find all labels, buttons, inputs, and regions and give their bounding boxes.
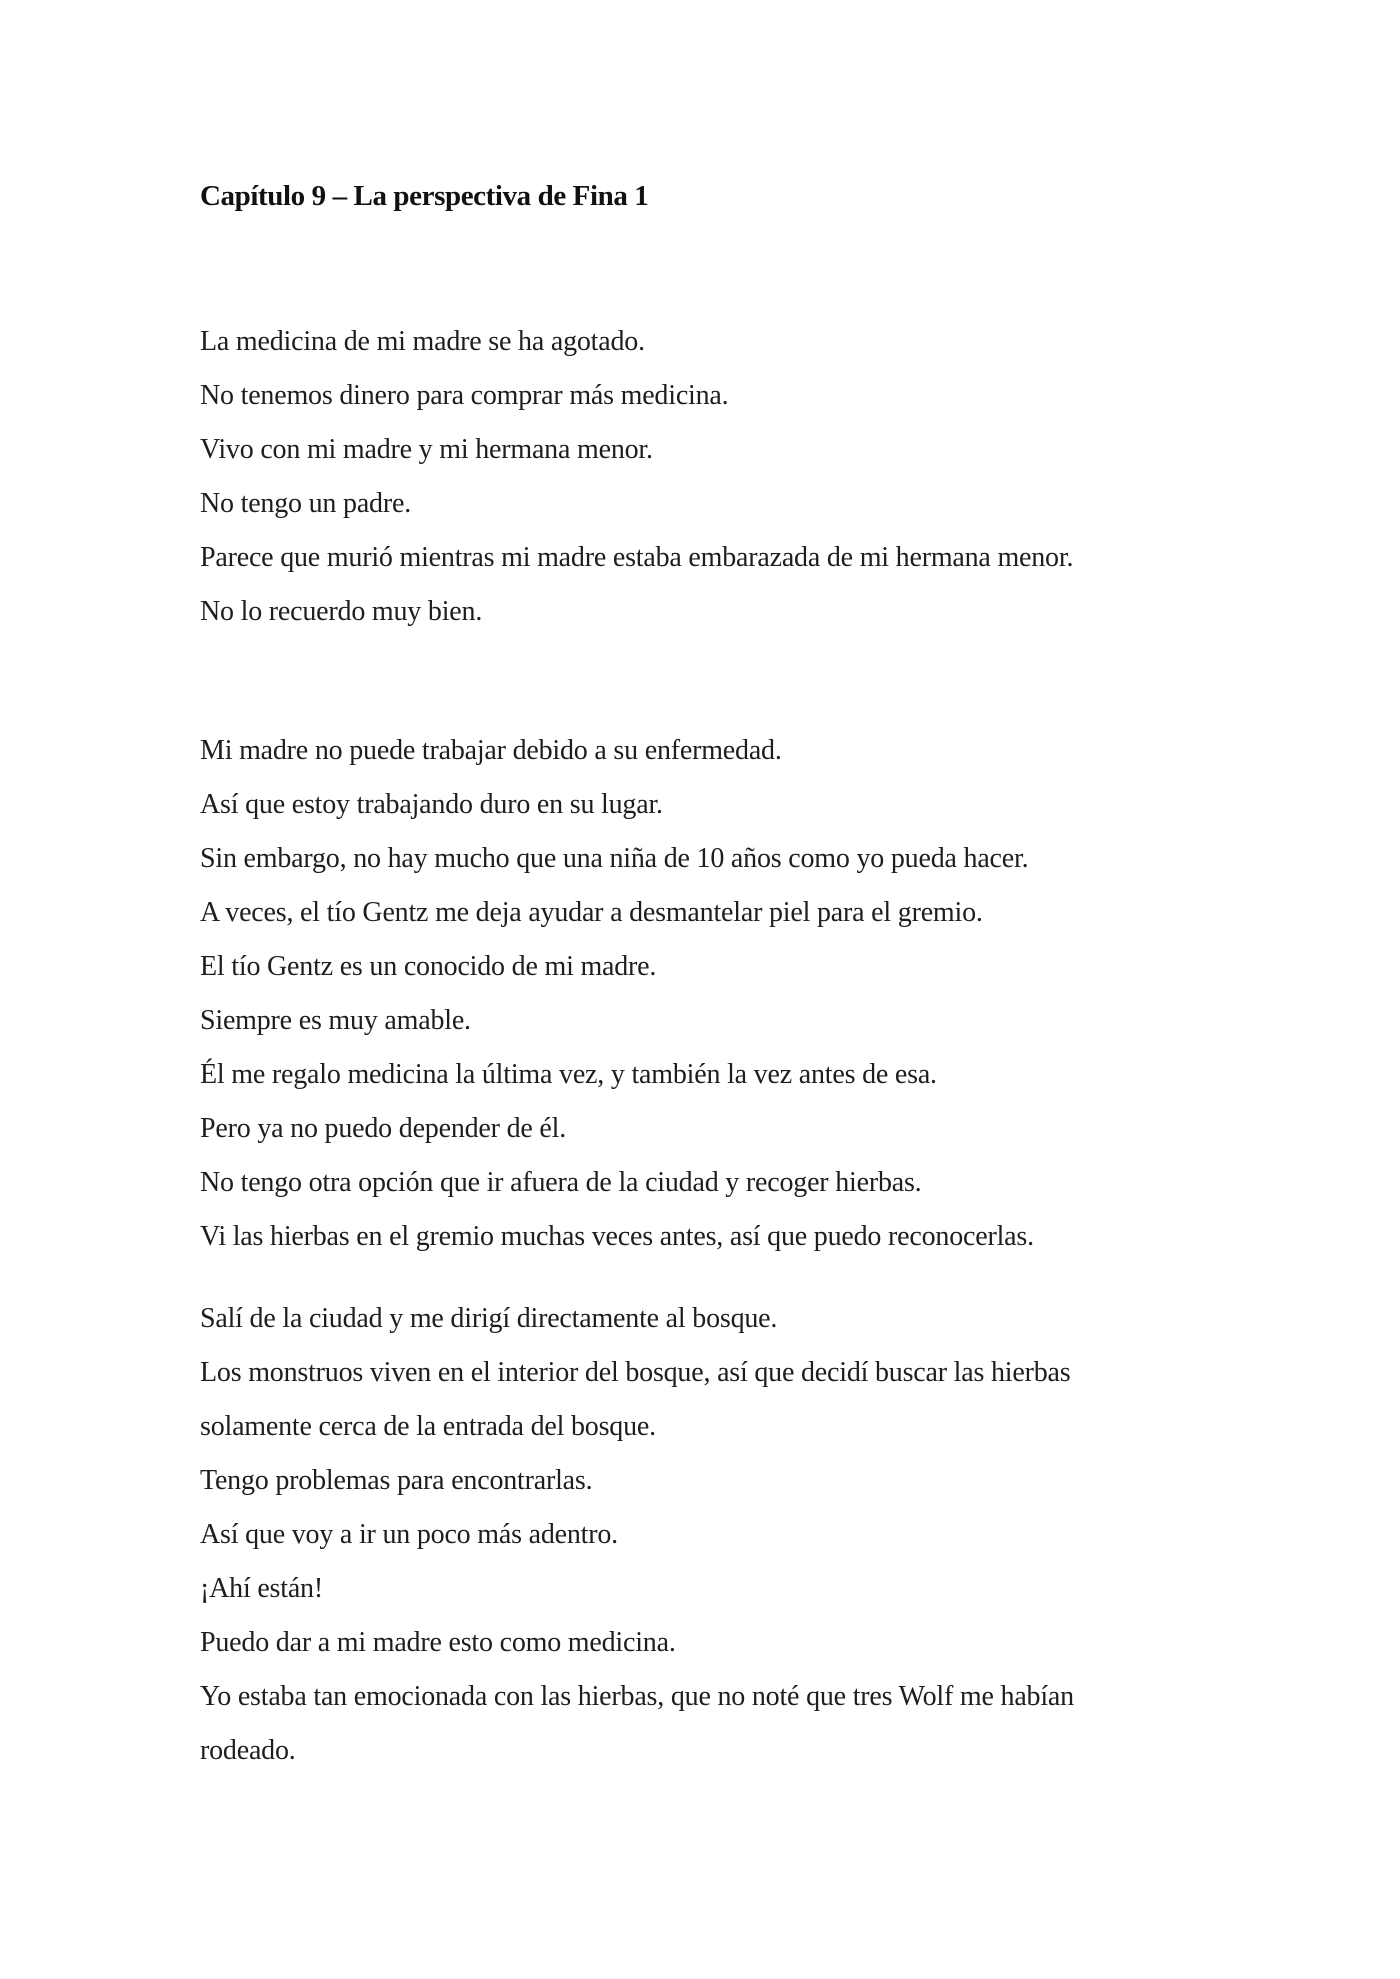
text-line: El tío Gentz es un conocido de mi madre. bbox=[200, 951, 657, 982]
text-line: Yo estaba tan emocionada con las hierbas, que no noté que tres Wolf me habían bbox=[200, 1681, 1074, 1712]
text-line: Él me regalo medicina la última vez, y también la vez antes de esa. bbox=[200, 1059, 937, 1090]
paragraph-2 bbox=[200, 724, 1200, 1264]
text-line: La medicina de mi madre se ha agotado. bbox=[200, 326, 645, 357]
text-line: ¡Ahí están! bbox=[200, 1573, 323, 1604]
text-line: No tenemos dinero para comprar más medicina. bbox=[200, 380, 729, 411]
text-line: Siempre es muy amable. bbox=[200, 1005, 471, 1036]
text-line: solamente cerca de la entrada del bosque. bbox=[200, 1411, 656, 1442]
paragraph-1 bbox=[200, 315, 1200, 639]
text-line: No lo recuerdo muy bien. bbox=[200, 596, 483, 627]
text-line: rodeado. bbox=[200, 1735, 296, 1766]
text-line: Vivo con mi madre y mi hermana menor. bbox=[200, 434, 653, 465]
text-line: Así que voy a ir un poco más adentro. bbox=[200, 1519, 618, 1550]
text-line: Parece que murió mientras mi madre estaba embarazada de mi hermana menor. bbox=[200, 542, 1074, 573]
chapter-title: Capítulo 9 – La perspectiva de Fina 1 bbox=[200, 180, 649, 212]
text-line: Así que estoy trabajando duro en su lugar. bbox=[200, 789, 663, 820]
text-line: Tengo problemas para encontrarlas. bbox=[200, 1465, 593, 1496]
text-line: Sin embargo, no hay mucho que una niña de 10 años como yo pueda hacer. bbox=[200, 843, 1029, 874]
paragraph-3 bbox=[200, 1292, 1200, 1778]
text-line: A veces, el tío Gentz me deja ayudar a desmantelar piel para el gremio. bbox=[200, 897, 983, 928]
text-line: No tengo un padre. bbox=[200, 488, 412, 519]
text-line: Pero ya no puedo depender de él. bbox=[200, 1113, 567, 1144]
text-line: Mi madre no puede trabajar debido a su enfermedad. bbox=[200, 735, 782, 766]
text-line: Vi las hierbas en el gremio muchas veces antes, así que puedo reconocerlas. bbox=[200, 1221, 1034, 1252]
text-line: Salí de la ciudad y me dirigí directamente al bosque. bbox=[200, 1303, 778, 1334]
text-line: Puedo dar a mi madre esto como medicina. bbox=[200, 1627, 676, 1658]
text-line: Los monstruos viven en el interior del bosque, así que decidí buscar las hierbas bbox=[200, 1357, 1071, 1388]
text-line: No tengo otra opción que ir afuera de la ciudad y recoger hierbas. bbox=[200, 1167, 922, 1198]
